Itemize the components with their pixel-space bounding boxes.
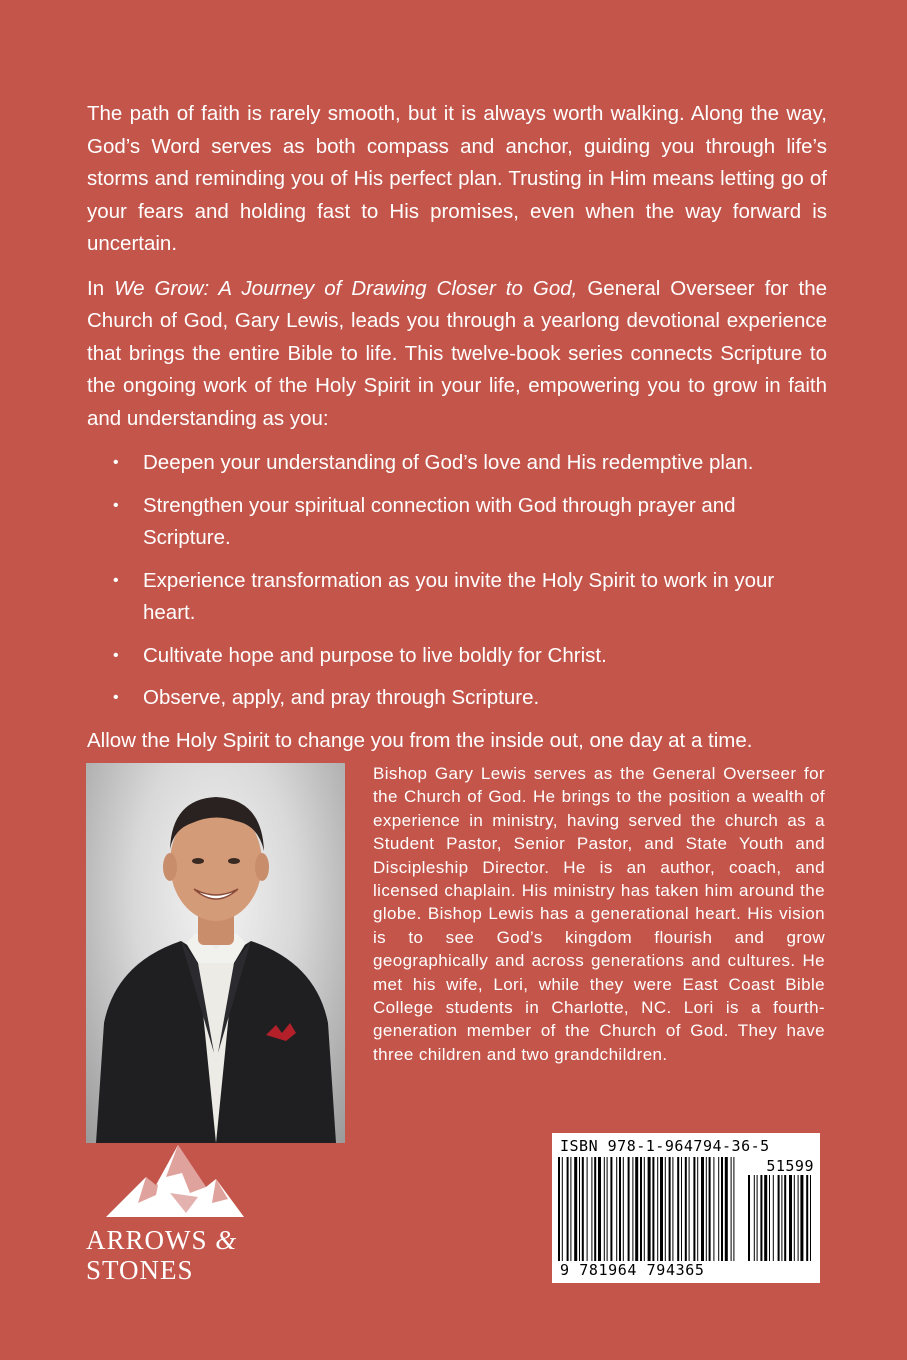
isbn-barcode [552, 1133, 820, 1283]
publisher-line1: ARROWS [86, 1225, 208, 1255]
publisher-line2: STONES [86, 1255, 194, 1285]
list-item: • Cultivate hope and purpose to live boldly for Christ. [87, 640, 827, 673]
series-paragraph [87, 273, 827, 436]
publisher-logo-mountain-icon [86, 1137, 256, 1225]
series-body: General Overseer for the Church of God, Gary Lewis, leads you through a yearlong devotional experience that brings the entire Bible to life. This twelve-book series connects Scripture to the ongoing work of the Holy Spirit in your life, empowering you to grow in faith and understanding as you: [87, 276, 828, 430]
barcode-number: 9 781964 794365 [560, 1261, 705, 1279]
list-item: • Deepen your understanding of God’s love and His redemptive plan. [87, 447, 827, 480]
book-title: We Grow: A Journey of Drawing Closer to God, [114, 276, 578, 300]
list-item: • Experience transformation as you invite the Holy Spirit to work in your heart. [87, 565, 827, 630]
closing-line: Allow the Holy Spirit to change you from the inside out, one day at a time. [87, 728, 753, 752]
series-prefix: In [87, 276, 115, 300]
list-item: • Strengthen your spiritual connection with God through prayer and Scripture. [87, 490, 827, 555]
isbn-number: ISBN 978-1-964794-36-5 [560, 1137, 770, 1155]
benefit-list [87, 447, 827, 715]
barcode-bars [558, 1157, 814, 1265]
intro-paragraph: The path of faith is rarely smooth, but it is always worth walking. Along the way, God’s Word serves as both compass and anchor, guiding you through life’s storms and reminding you of His perfect plan. Trusting in Him means letting go of your fears and holding fast to His promises, even when the way forward is uncertain. [87, 102, 827, 255]
author-bio: Bishop Gary Lewis serves as the General Overseer for the Church of God. He brings to the position a wealth of experience in ministry, having served the church as a Student Pastor, Senior Pastor, and State Youth and Discipleship Director. He is an author, coach, and licensed chaplain. His ministry has taken him around the globe. Bishop Lewis has a generational heart. His vision is to see God’s kingdom flourish and grow geographically and across generations and cultures. He met his wife, Lori, while they were East Coast Bible College students in Charlotte, NC. Lori is a fourth-generation member of the Church of God. They have three children and two grandchildren. [373, 764, 825, 1064]
list-item: • Observe, apply, and pray through Scripture. [87, 682, 827, 715]
back-cover-blurb [87, 98, 827, 769]
price-code: 51599 [766, 1157, 814, 1175]
publisher-wordmark [86, 1225, 256, 1285]
author-photo [86, 763, 345, 1143]
publisher-ampersand: & [215, 1225, 238, 1255]
